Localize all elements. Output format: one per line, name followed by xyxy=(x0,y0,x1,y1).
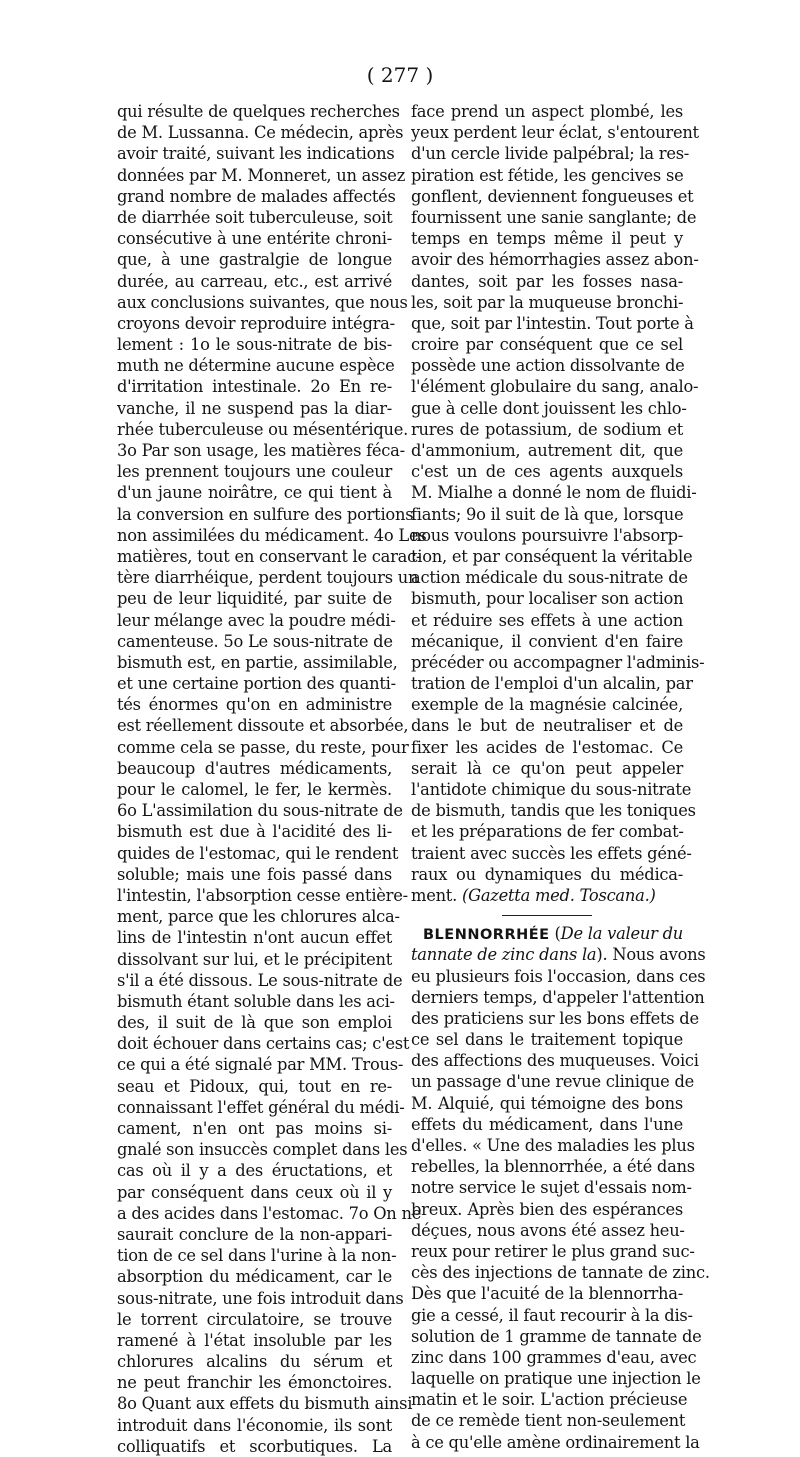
text-line: et les préparations de fer combat- xyxy=(411,822,684,842)
text-line: dantes, soit par les fosses nasa- xyxy=(411,271,683,291)
section-divider xyxy=(502,915,592,916)
text-line: et réduire ses effets à une action xyxy=(411,610,683,630)
text-line: croyons devoir reproduire intégra- xyxy=(117,313,395,333)
text-line: notre service le sujet d'essais nom- xyxy=(411,1178,692,1198)
text-line: dans le but de neutraliser et de xyxy=(411,716,683,736)
text-line: rhée tuberculeuse ou mésentérique. xyxy=(117,419,409,439)
text-line: fournissent une sanie sanglante; de xyxy=(411,207,697,227)
text-line: des affections des muqueuses. Voici xyxy=(411,1051,699,1071)
text-line: précéder ou accompagner l'adminis- xyxy=(411,652,705,672)
text-line: cas où il y a des éructations, et xyxy=(117,1161,392,1181)
section-title-italic-2: tannate de zinc dans la xyxy=(411,945,597,965)
text-line: peu de leur liquidité, par suite de xyxy=(117,589,392,609)
text-line: durée, au carreau, etc., est arrivé xyxy=(117,271,392,291)
text-line: nous voulons poursuivre l'absorp- xyxy=(411,525,683,545)
text-line: tère diarrhéique, perdent toujours un xyxy=(117,568,419,588)
text-line: serait là ce qu'on peut appeler xyxy=(411,758,683,778)
text-line: seau et Pidoux, qui, tout en re- xyxy=(117,1076,392,1096)
text-line: de diarrhée soit tuberculeuse, soit xyxy=(117,207,393,227)
text-line: l'antidote chimique du sous-nitrate xyxy=(411,780,692,799)
text-line: bismuth étant soluble dans les aci- xyxy=(117,991,395,1011)
text-line: possède une action dissolvante de xyxy=(411,356,685,376)
text-line: chlorures alcalins du sérum et xyxy=(117,1352,392,1372)
text-line: 6o L'assimilation du sous-nitrate de xyxy=(117,801,403,821)
text-line: d'elles. « Une des maladies les plus xyxy=(411,1136,695,1155)
text-line: est réellement dissoute et absorbée, xyxy=(117,716,409,736)
text-line: données par M. Monneret, un assez xyxy=(117,165,406,185)
text-line: ne peut franchir les émonctoires. xyxy=(117,1373,392,1393)
text-line: la conversion en sulfure des portions xyxy=(117,504,414,524)
text-line: et une certaine portion des quanti- xyxy=(117,674,396,694)
text-line: exemple de la magnésie calcinée, xyxy=(411,695,683,715)
text-line: quides de l'estomac, qui le rendent xyxy=(117,843,399,863)
text-line: camenteuse. 5o Le sous-nitrate de xyxy=(117,631,393,651)
text-line: fixer les acides de l'estomac. Ce xyxy=(411,737,683,757)
text-line: par conséquent dans ceux où il y xyxy=(117,1182,392,1202)
text-line: raux ou dynamiques du médica- xyxy=(411,864,683,884)
section-title-rest: ). Nous avons xyxy=(596,945,706,965)
text-line: d'irritation intestinale. 2o En re- xyxy=(117,377,392,397)
text-line: déçues, nous avons été assez heu- xyxy=(411,1220,685,1240)
section-title-italic-1: De la valeur du xyxy=(560,924,683,944)
text-line: s'il a été dissous. Le sous-nitrate de xyxy=(117,970,403,990)
text-line: derniers temps, d'appeler l'attention xyxy=(411,987,705,1007)
section-body xyxy=(411,966,710,1453)
text-line: ce sel dans le traitement topique xyxy=(411,1030,683,1050)
text-line: ce qui a été signalé par MM. Trous- xyxy=(117,1055,404,1075)
text-line: tés énormes qu'on en administre xyxy=(117,695,392,715)
source-citation: (Gazetta med. Toscana.) xyxy=(461,885,656,905)
text-line: tion, et par conséquent la véritable xyxy=(411,546,693,566)
text-line: ramené à l'état insoluble par les xyxy=(117,1330,392,1350)
text-line: rures de potassium, de sodium et xyxy=(411,419,683,439)
text-line: tion de ce sel dans l'urine à la non- xyxy=(117,1246,397,1266)
text-line: cès des injections de tannate de zinc. xyxy=(411,1263,710,1283)
source-line xyxy=(411,885,683,906)
text-line: d'ammonium, autrement dit, que xyxy=(411,441,683,460)
text-line: que, à une gastralgie de longue xyxy=(117,250,392,270)
source-prefix: ment. xyxy=(411,885,458,905)
text-line: de M. Lussanna. Ce médecin, après xyxy=(117,123,404,143)
text-line: un passage d'une revue clinique de xyxy=(411,1072,695,1092)
text-line: 3o Par son usage, les matières féca- xyxy=(117,441,405,460)
text-line: d'un cercle livide palpébral; la res- xyxy=(411,144,690,164)
text-line: laquelle on pratique une injection le xyxy=(411,1369,701,1389)
right-column xyxy=(411,101,710,1453)
text-line: les prennent toujours une couleur xyxy=(117,462,392,482)
text-line: le torrent circulatoire, se trouve xyxy=(117,1309,392,1329)
text-line: piration est fétide, les gencives se xyxy=(411,165,684,185)
text-line: gonflent, deviennent fongueuses et xyxy=(411,186,694,206)
text-line: fiants; 9o il suit de là que, lorsque xyxy=(411,504,684,524)
text-line: aux conclusions suivantes, que nous xyxy=(117,292,408,312)
text-line: breux. Après bien des espérances xyxy=(411,1199,683,1219)
text-line: Dès que l'acuité de la blennorrha- xyxy=(411,1284,683,1304)
text-line: lins de l'intestin n'ont aucun effet xyxy=(117,928,392,948)
text-line: saurait conclure de la non-appari- xyxy=(117,1224,392,1244)
text-line: d'un jaune noirâtre, ce qui tient à xyxy=(117,483,392,503)
text-line: grand nombre de malades affectés xyxy=(117,186,396,206)
text-line: doit échouer dans certains cas; c'est xyxy=(117,1034,410,1054)
text-line: absorption du médicament, car le xyxy=(117,1267,392,1287)
text-line: dissolvant sur lui, et le précipitent xyxy=(117,949,392,969)
text-line: des, il suit de là que son emploi xyxy=(117,1013,392,1033)
text-line: sous-nitrate, une fois introduit dans xyxy=(117,1288,404,1308)
text-line: cament, n'en ont pas moins si- xyxy=(117,1119,392,1138)
text-line: ment, parce que les chlorures alca- xyxy=(117,907,400,927)
text-line: zinc dans 100 grammes d'eau, avec xyxy=(411,1347,697,1367)
text-line: introduit dans l'économie, ils sont xyxy=(117,1415,392,1435)
text-line: les, soit par la muqueuse bronchi- xyxy=(411,292,684,312)
page-number: ( 277 ) xyxy=(366,63,434,87)
text-line: face prend un aspect plombé, les xyxy=(411,102,683,121)
text-line: effets du médicament, dans l'une xyxy=(411,1114,683,1134)
text-line: reux pour retirer le plus grand suc- xyxy=(411,1241,695,1261)
section-title-open: ( xyxy=(554,924,561,944)
text-line: qui résulte de quelques recherches xyxy=(117,102,400,121)
text-line: l'élément globulaire du sang, analo- xyxy=(411,377,699,397)
text-line: M. Mialhe a donné le nom de fluidi- xyxy=(411,483,697,503)
text-line: bismuth, pour localiser son action xyxy=(411,589,684,609)
text-line: tration de l'emploi d'un alcalin, par xyxy=(411,674,693,694)
text-line: gnalé son insuccès complet dans les xyxy=(117,1140,408,1160)
text-line: à ce qu'elle amène ordinairement la xyxy=(411,1432,700,1452)
text-line: M. Alquié, qui témoigne des bons xyxy=(411,1093,683,1113)
section-title-line xyxy=(411,944,706,965)
text-line: muth ne détermine aucune espèce xyxy=(117,356,395,376)
text-line: 8o Quant aux effets du bismuth ainsi xyxy=(117,1394,413,1414)
text-line: connaissant l'effet général du médi- xyxy=(117,1097,405,1117)
left-column xyxy=(117,101,427,1457)
text-line: croire par conséquent que ce sel xyxy=(411,335,683,355)
text-line: colliquatifs et scorbutiques. La xyxy=(117,1436,392,1456)
text-line: avoir des hémorrhagies assez abon- xyxy=(411,250,699,270)
section-heading: BLENNORRHÉE xyxy=(423,927,550,944)
text-line: leur mélange avec la poudre médi- xyxy=(117,610,396,630)
text-line: des praticiens sur les bons effets de xyxy=(411,1008,699,1028)
text-line: mécanique, il convient d'en faire xyxy=(411,631,683,651)
text-line: beaucoup d'autres médicaments, xyxy=(117,758,392,778)
text-line: que, soit par l'intestin. Tout porte à xyxy=(411,313,694,333)
text-line: temps en temps même il peut y xyxy=(411,229,683,249)
text-line: rebelles, la blennorrhée, a été dans xyxy=(411,1157,695,1177)
text-line: vanche, il ne suspend pas la diar- xyxy=(117,398,392,418)
text-line: bismuth est due à l'acidité des li- xyxy=(117,822,392,842)
text-line: pour le calomel, le fer, le kermès. xyxy=(117,780,392,799)
right-column-text xyxy=(411,101,705,885)
text-line: de ce remède tient non-seulement xyxy=(411,1411,686,1431)
text-line: de bismuth, tandis que les toniques xyxy=(411,801,696,821)
text-line: matières, tout en conservant le carac- xyxy=(117,546,422,566)
text-line: lement : 1o le sous-nitrate de bis- xyxy=(117,335,392,355)
text-line: gue à celle dont jouissent les chlo- xyxy=(411,398,687,418)
text-line: bismuth est, en partie, assimilable, xyxy=(117,652,398,672)
text-line: solution de 1 gramme de tannate de xyxy=(411,1326,702,1346)
text-line: gie a cessé, il faut recourir à la dis- xyxy=(411,1305,693,1325)
text-line: c'est un de ces agents auxquels xyxy=(411,462,683,482)
text-line: non assimilées du médicament. 4o Les xyxy=(117,525,427,545)
text-line: soluble; mais une fois passé dans xyxy=(117,864,392,884)
text-line: comme cela se passe, du reste, pour xyxy=(117,737,409,757)
text-line: a des acides dans l'estomac. 7o On ne xyxy=(117,1203,422,1223)
text-line: yeux perdent leur éclat, s'entourent xyxy=(411,123,699,143)
text-line: action médicale du sous-nitrate de xyxy=(411,568,688,588)
text-line: l'intestin, l'absorption cesse entière- xyxy=(117,885,408,905)
text-line: traient avec succès les effets géné- xyxy=(411,843,692,863)
text-line: matin et le soir. L'action précieuse xyxy=(411,1390,688,1410)
text-line: consécutive à une entérite chroni- xyxy=(117,229,392,249)
section-heading-line xyxy=(411,923,683,944)
text-line: eu plusieurs fois l'occasion, dans ces xyxy=(411,966,706,986)
text-line: avoir traité, suivant les indications xyxy=(117,144,395,164)
